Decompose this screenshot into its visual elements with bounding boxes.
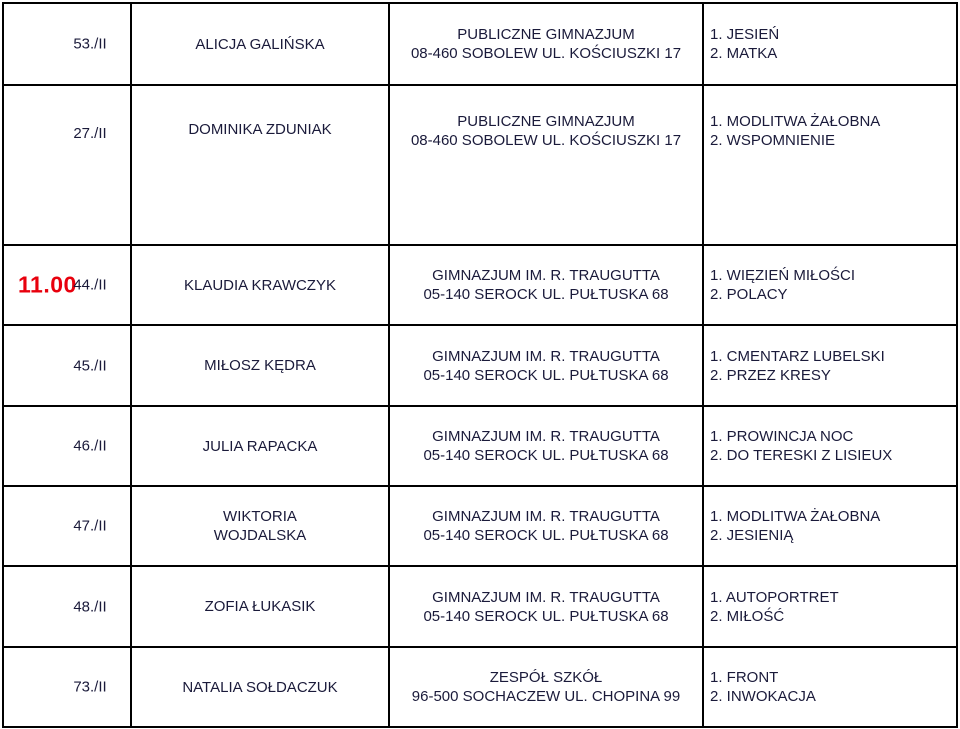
participant-name-last: WOJDALSKA [213,527,307,544]
song-1: 1. MODLITWA ŻAŁOBNA [710,508,881,525]
song-2: 2. MATKA [710,45,778,62]
participant-name-cell [131,85,389,245]
school-address: 05-140 SEROCK UL. PUŁTUSKA 68 [423,607,669,625]
number-cell [3,647,131,727]
number-cell [3,566,131,647]
school-cell [389,647,703,727]
table-row [3,566,957,647]
song-1: 1. AUTOPORTRET [710,588,839,606]
school-cell [389,3,703,85]
table-row [3,647,957,727]
entry-number: 46./II [73,437,107,455]
participant-name: KLAUDIA KRAWCZYK [184,276,336,294]
school-cell [389,85,703,245]
entry-number: 73./II [73,678,107,696]
school-cell [389,245,703,325]
school-name: GIMNAZJUM IM. R. TRAUGUTTA [432,267,660,284]
school-address: 96-500 SOCHACZEW UL. CHOPINA 99 [411,688,681,705]
entry-number: 45./II [73,357,107,374]
number-cell [3,3,131,85]
school-name: GIMNAZJUM IM. R. TRAUGUTTA [432,347,660,365]
table-row [3,245,957,325]
song-1: 1. WIĘZIEŃ MIŁOŚCI [710,267,856,284]
song-2: 2. INWOKACJA [710,688,816,705]
songs-cell [703,486,957,566]
school-cell [389,406,703,486]
table-row [3,3,957,85]
song-1: 1. FRONT [710,669,779,686]
time-slot: 11.00 [18,271,77,298]
song-1: 1. CMENTARZ LUBELSKI [710,347,885,365]
school-name: ZESPÓŁ SZKÓŁ [489,669,603,686]
songs-cell [703,406,957,486]
number-cell [3,406,131,486]
number-cell [3,486,131,566]
participant-name-cell [131,647,389,727]
entry-number: 47./II [73,517,107,535]
entry-number: 53./II [73,35,107,53]
school-address: 05-140 SEROCK UL. PUŁTUSKA 68 [423,286,669,303]
entry-number: 44./II [73,276,107,294]
time-and-number-cell [3,245,131,325]
participant-name: DOMINIKA ZDUNIAK [188,121,332,138]
song-1: 1. MODLITWA ŻAŁOBNA [710,113,881,130]
song-2: 2. POLACY [710,286,788,303]
school-name: PUBLICZNE GIMNAZJUM [457,113,635,130]
songs-cell [703,566,957,647]
school-cell [389,325,703,406]
participant-name-cell [131,325,389,406]
number-cell [3,325,131,406]
table-row [3,406,957,486]
songs-cell [703,3,957,85]
school-name: PUBLICZNE GIMNAZJUM [457,26,635,43]
school-address: 05-140 SEROCK UL. PUŁTUSKA 68 [423,366,669,384]
school-address: 08-460 SOBOLEW UL. KOŚCIUSZKI 17 [410,132,682,149]
participant-name: ALICJA GALIŃSKA [195,35,325,53]
participant-name: NATALIA SOŁDACZUK [182,678,338,696]
participant-name-first: WIKTORIA [223,508,297,525]
school-name: GIMNAZJUM IM. R. TRAUGUTTA [432,428,660,445]
entry-number: 48./II [73,598,107,615]
school-cell [389,486,703,566]
song-2: 2. PRZEZ KRESY [710,366,831,384]
song-2: 2. DO TERESKI Z LISIEUX [710,447,893,464]
songs-cell [703,325,957,406]
school-address: 08-460 SOBOLEW UL. KOŚCIUSZKI 17 [410,45,682,62]
song-1: 1. JESIEŃ [710,26,780,43]
school-cell [389,566,703,647]
entry-number: 27./II [73,125,107,142]
school-name: GIMNAZJUM IM. R. TRAUGUTTA [432,588,660,606]
participant-name: ZOFIA ŁUKASIK [204,598,316,615]
song-2: 2. JESIENIĄ [710,527,794,544]
participant-name-cell [131,406,389,486]
participant-name: JULIA RAPACKA [202,437,318,455]
songs-cell [703,85,957,245]
songs-cell [703,647,957,727]
song-1: 1. PROWINCJA NOC [710,428,854,445]
table-row [3,85,957,245]
school-address: 05-140 SEROCK UL. PUŁTUSKA 68 [423,527,669,544]
performance-schedule-table [2,2,958,728]
school-name: GIMNAZJUM IM. R. TRAUGUTTA [432,508,660,525]
number-cell [3,85,131,245]
table-row [3,325,957,406]
school-address: 05-140 SEROCK UL. PUŁTUSKA 68 [423,447,669,464]
songs-cell [703,245,957,325]
table-row [3,486,957,566]
participant-name-cell [131,566,389,647]
song-2: 2. MIŁOŚĆ [710,607,785,625]
participant-name-cell [131,245,389,325]
participant-name: MIŁOSZ KĘDRA [204,357,316,374]
song-2: 2. WSPOMNIENIE [710,132,836,149]
participant-name-cell [131,3,389,85]
participant-name-cell [131,486,389,566]
